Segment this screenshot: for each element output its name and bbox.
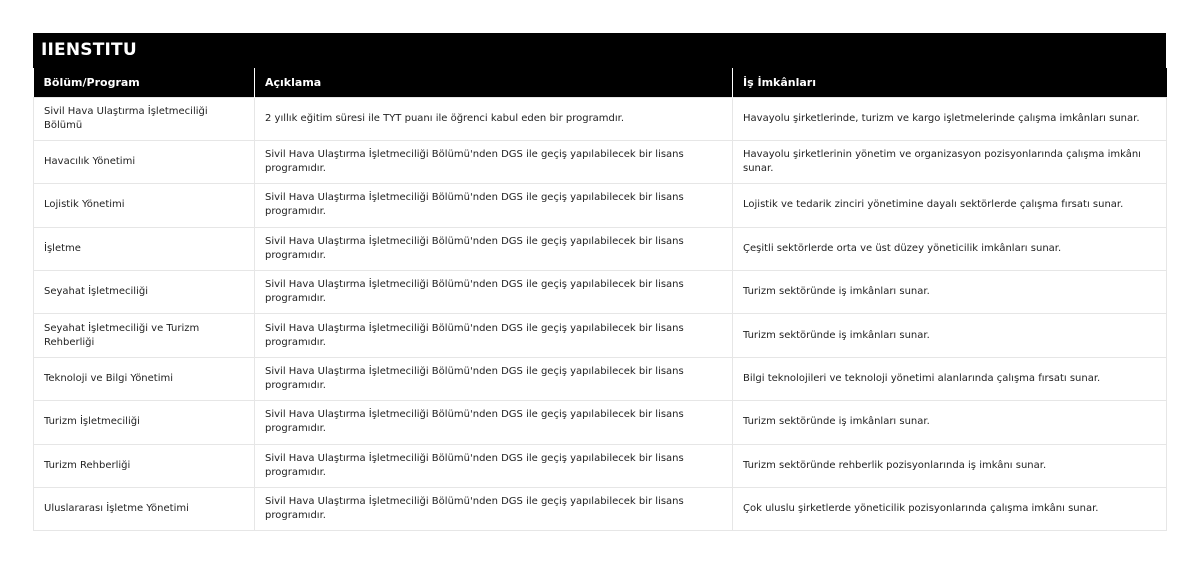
- opportunities-cell: Çok uluslu şirketlerde yöneticilik pozisyonlarında çalışma imkânı sunar.: [733, 488, 1167, 531]
- opportunities-cell: Turizm sektöründe iş imkânları sunar.: [733, 314, 1167, 357]
- table-row: [34, 227, 1167, 270]
- program-cell: İşletme: [34, 227, 255, 270]
- table-row: [34, 314, 1167, 357]
- description-cell: Sivil Hava Ulaştırma İşletmeciliği Bölümü'nden DGS ile geçiş yapılabilecek bir lisans programıdır.: [255, 357, 733, 400]
- table-row: [34, 184, 1167, 227]
- table-body: [34, 97, 1167, 531]
- column-header-description: Açıklama: [255, 68, 733, 97]
- program-cell: Seyahat İşletmeciliği: [34, 271, 255, 314]
- table-row: [34, 271, 1167, 314]
- program-cell: Lojistik Yönetimi: [34, 184, 255, 227]
- program-cell: Sivil Hava Ulaştırma İşletmeciliği Bölümü: [34, 97, 255, 140]
- table-row: [34, 401, 1167, 444]
- description-cell: 2 yıllık eğitim süresi ile TYT puanı ile öğrenci kabul eden bir programdır.: [255, 97, 733, 140]
- description-cell: Sivil Hava Ulaştırma İşletmeciliği Bölümü'nden DGS ile geçiş yapılabilecek bir lisans programıdır.: [255, 314, 733, 357]
- opportunities-cell: Havayolu şirketlerinde, turizm ve kargo işletmelerinde çalışma imkânları sunar.: [733, 97, 1167, 140]
- table-header: [34, 68, 1167, 97]
- program-cell: Teknoloji ve Bilgi Yönetimi: [34, 357, 255, 400]
- description-cell: Sivil Hava Ulaştırma İşletmeciliği Bölümü'nden DGS ile geçiş yapılabilecek bir lisans programıdır.: [255, 184, 733, 227]
- table-row: [34, 97, 1167, 140]
- description-cell: Sivil Hava Ulaştırma İşletmeciliği Bölümü'nden DGS ile geçiş yapılabilecek bir lisans programıdır.: [255, 271, 733, 314]
- table-row: [34, 357, 1167, 400]
- opportunities-cell: Havayolu şirketlerinin yönetim ve organizasyon pozisyonlarında çalışma imkânı sunar.: [733, 140, 1167, 183]
- programs-table: [33, 68, 1167, 531]
- brand-title: IIENSTITU: [33, 33, 1166, 68]
- program-cell: Seyahat İşletmeciliği ve Turizm Rehberliği: [34, 314, 255, 357]
- table-row: [34, 444, 1167, 487]
- opportunities-cell: Turizm sektöründe iş imkânları sunar.: [733, 271, 1167, 314]
- program-cell: Havacılık Yönetimi: [34, 140, 255, 183]
- opportunities-cell: Çeşitli sektörlerde orta ve üst düzey yöneticilik imkânları sunar.: [733, 227, 1167, 270]
- table-container: [33, 33, 1166, 531]
- opportunities-cell: Turizm sektöründe iş imkânları sunar.: [733, 401, 1167, 444]
- column-header-program: Bölüm/Program: [34, 68, 255, 97]
- opportunities-cell: Turizm sektöründe rehberlik pozisyonlarında iş imkânı sunar.: [733, 444, 1167, 487]
- description-cell: Sivil Hava Ulaştırma İşletmeciliği Bölümü'nden DGS ile geçiş yapılabilecek bir lisans programıdır.: [255, 444, 733, 487]
- column-header-job-opportunities: İş İmkânları: [733, 68, 1167, 97]
- opportunities-cell: Lojistik ve tedarik zinciri yönetimine dayalı sektörlerde çalışma fırsatı sunar.: [733, 184, 1167, 227]
- program-cell: Uluslararası İşletme Yönetimi: [34, 488, 255, 531]
- description-cell: Sivil Hava Ulaştırma İşletmeciliği Bölümü'nden DGS ile geçiş yapılabilecek bir lisans programıdır.: [255, 401, 733, 444]
- header-row: [34, 68, 1167, 97]
- description-cell: Sivil Hava Ulaştırma İşletmeciliği Bölümü'nden DGS ile geçiş yapılabilecek bir lisans programıdır.: [255, 227, 733, 270]
- program-cell: Turizm Rehberliği: [34, 444, 255, 487]
- program-cell: Turizm İşletmeciliği: [34, 401, 255, 444]
- description-cell: Sivil Hava Ulaştırma İşletmeciliği Bölümü'nden DGS ile geçiş yapılabilecek bir lisans programıdır.: [255, 140, 733, 183]
- table-row: [34, 140, 1167, 183]
- opportunities-cell: Bilgi teknolojileri ve teknoloji yönetimi alanlarında çalışma fırsatı sunar.: [733, 357, 1167, 400]
- table-row: [34, 488, 1167, 531]
- description-cell: Sivil Hava Ulaştırma İşletmeciliği Bölümü'nden DGS ile geçiş yapılabilecek bir lisans programıdır.: [255, 488, 733, 531]
